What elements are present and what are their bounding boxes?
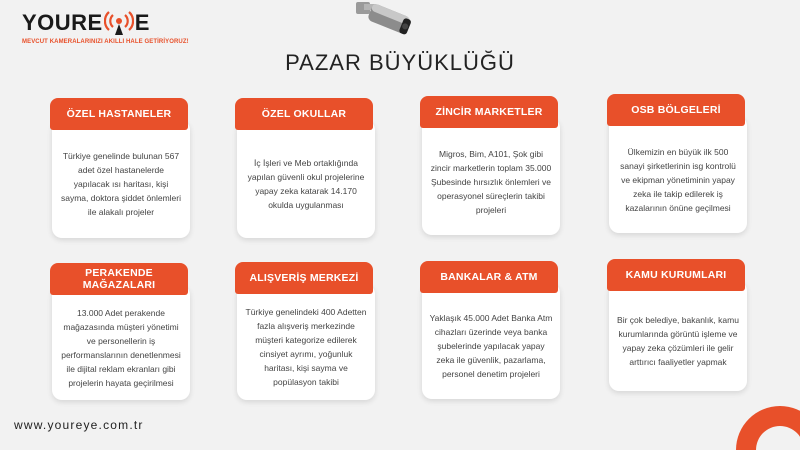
card-alisveris-merkezi xyxy=(237,272,375,400)
security-camera-icon xyxy=(354,0,414,42)
brand-logo xyxy=(22,10,222,50)
page-title: PAZAR BÜYÜKLÜĞÜ xyxy=(285,50,515,75)
card-title: ÖZEL OKULLAR xyxy=(235,98,373,130)
brand-name-pre: YOURE xyxy=(22,10,103,35)
card-title: BANKALAR & ATM xyxy=(420,261,558,293)
brand-wordmark xyxy=(22,10,150,36)
card-text: Migros, Bim, A101, Şok gibi zincir marketlerin toplam 35.000 Şubesinde hırsızlık önlemleri ve operasyonel süreçlerin takibi projeleri xyxy=(430,148,552,215)
brand-tagline: MEVCUT KAMERALARINIZI AKILLI HALE GETİRİYORUZ! xyxy=(22,39,189,45)
card-text: Bir çok belediye, bakanlık, kamu kurumlarında görüntü işleme ve yapay zeka çözümleri ile gelir arttırıcı faaliyetler yapmak xyxy=(617,315,739,367)
card-title: OSB BÖLGELERİ xyxy=(607,94,745,126)
website-url[interactable]: www.youreye.com.tr xyxy=(14,418,144,432)
card-kamu-kurumlari xyxy=(609,269,747,391)
card-text: Yaklaşık 45.000 Adet Banka Atm cihazları üzerinde veya banka şubelerinde yapılacak yapay zeka ile güvenlik, pazarlama, personel denetim projeleri xyxy=(429,313,553,379)
brand-name-post: E xyxy=(134,10,150,35)
card-title: KAMU KURUMLARI xyxy=(607,259,745,291)
card-title: ALIŞVERİŞ MERKEZİ xyxy=(235,262,373,294)
card-title: PERAKENDE MAĞAZALARI xyxy=(50,263,188,295)
card-text: 13.000 Adet perakende mağazasında müşteri yönetimi ve personellerin iş performanslarının denetlenmesi ile dijital reklam ekranları gibi projelerin hayata geçirilmesi xyxy=(61,307,181,388)
wifi-signal-icon xyxy=(104,10,134,36)
card-text: Ülkemizin en büyük ilk 500 sanayi şirketlerinin isg kontrolü ve ekipman yönetiminin yapay zeka ile takip edilerek iş kazalarının önüne geçilmesi xyxy=(620,146,736,213)
card-ozel-okullar xyxy=(237,108,375,238)
card-bankalar-atm xyxy=(422,271,560,399)
card-text: Türkiye genelindeki 400 Adetten fazla alışveriş merkezinde müşteri kategorize edilerek cinsiyet ayrımı, yoğunluk haritası, kişi sayma ve popülasyon takibi xyxy=(245,307,367,387)
decorative-ring-shape xyxy=(730,390,800,450)
card-zincir-marketler xyxy=(422,106,560,235)
card-text: Türkiye genelinde bulunan 567 adet özel hastanelerde yapılacak ısı haritası, kişi sayma, doktora şiddet önlemleri ile alakalı projeler xyxy=(60,151,181,217)
card-text: İç İşleri ve Meb ortaklığında yapılan güvenli okul projelerine yapay zeka katarak 14.170 okulda uygulanması xyxy=(247,158,365,210)
card-osb-bolgeleri xyxy=(609,104,747,233)
card-ozel-hastaneler xyxy=(52,108,190,238)
card-title: ÖZEL HASTANELER xyxy=(50,98,188,130)
card-perakende-magazalari xyxy=(52,267,190,400)
card-title: ZİNCİR MARKETLER xyxy=(420,96,558,128)
